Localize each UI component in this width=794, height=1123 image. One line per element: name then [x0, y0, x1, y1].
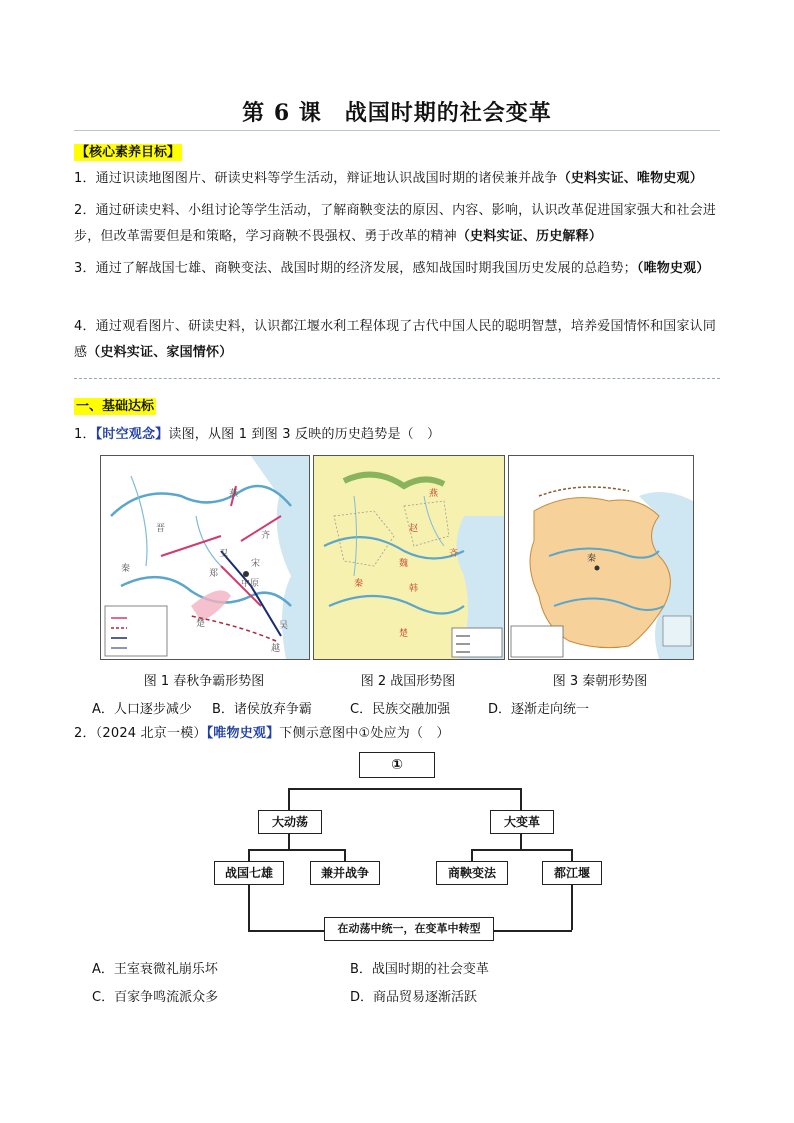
map3-caption: 图 3 秦朝形势图 — [552, 674, 648, 689]
question-1 — [74, 422, 724, 448]
map1-drawing — [101, 456, 309, 659]
connector — [471, 849, 571, 851]
map2-label-chu: 楚 — [399, 629, 409, 639]
goal-text: 通过研读史料、小组讨论等学生活动，了解商鞅变法的原因、内容、影响，认识改革促进国家强大和社会进步，但改革需要但是和策略，学习商鞅不畏强权、勇于改革的精神 — [74, 203, 717, 244]
q1-option-d[interactable]: D．逐渐走向统一 — [488, 702, 590, 717]
goal-item-1 — [74, 166, 724, 192]
map1-label-song: 宋 — [251, 559, 261, 569]
question-tag: 【唯物史观】 — [206, 726, 280, 741]
question-2 — [74, 721, 724, 747]
map3-label-qin: 秦 — [587, 554, 597, 564]
map2-drawing — [314, 456, 504, 659]
connector — [488, 930, 572, 932]
map1-label-jin: 晋 — [156, 524, 166, 534]
connector — [520, 834, 522, 849]
goal-num: 2． — [74, 203, 96, 218]
goal-item-3 — [74, 256, 722, 282]
q2-option-d[interactable]: D．商品贸易逐渐活跃 — [350, 990, 478, 1005]
map-warring-states — [313, 455, 505, 660]
map-spring-autumn — [100, 455, 310, 660]
map3-drawing — [509, 456, 693, 659]
diagram-dujiangyan: 都江堰 — [542, 861, 602, 885]
connector — [248, 849, 250, 861]
map1-label-qi: 齐 — [261, 531, 271, 541]
goal-literacy: （史料实证、历史解释） — [456, 229, 603, 244]
q2-option-a[interactable]: A．王室衰微礼崩乐坏 — [92, 962, 218, 977]
connector — [248, 930, 329, 932]
connector — [571, 849, 573, 861]
question-stem: 下侧示意图中①处应为（ ） — [279, 726, 450, 741]
q2-option-b[interactable]: B．战国时期的社会变革 — [350, 962, 489, 977]
map1-caption: 图 1 春秋争霸形势图 — [143, 674, 265, 689]
connector — [520, 788, 522, 810]
map1-label-zhongyuan: 中原 — [241, 579, 260, 589]
question-number: 2． — [74, 726, 96, 741]
goals-tag: 【核心素养目标】 — [76, 145, 181, 160]
q2-option-c[interactable]: C．百家争鸣流派众多 — [92, 990, 219, 1005]
connector — [471, 849, 473, 861]
goal-item-4 — [74, 314, 722, 366]
goal-literacy: （史料实证、家国情怀） — [87, 345, 233, 360]
goals-divider — [74, 378, 720, 379]
goal-num: 3． — [74, 261, 96, 276]
map1-label-qin: 秦 — [121, 564, 131, 574]
goal-text: 通过观看图片、研读史料，认识都江堰水利工程体现了古代中国人民的聪明智慧，培养爱国情怀和国家认同感 — [74, 319, 717, 360]
q1-option-c[interactable]: C．民族交融加强 — [350, 702, 451, 717]
goal-text: 通过识读地图图片、研读史料等学生活动，辩证地认识战国时期的诸侯兼并战争 — [95, 171, 558, 186]
connector — [571, 885, 573, 930]
map2-label-qi: 齐 — [449, 549, 459, 559]
diagram-seven-states: 战国七雄 — [214, 861, 284, 885]
question-stem: 读图，从图 1 到图 3 反映的历史趋势是（ ） — [168, 427, 441, 442]
question-number: 1． — [74, 427, 96, 442]
map1-label-zheng: 郑 — [209, 569, 219, 579]
goal-num: 4． — [74, 319, 96, 334]
map-qin-dynasty — [508, 455, 694, 660]
diagram-summary: 在动荡中统一，在变革中转型 — [324, 917, 494, 941]
map1-label-wei: 卫 — [219, 549, 229, 559]
connector — [344, 849, 346, 861]
goal-literacy: （史料实证、唯物史观） — [557, 171, 703, 186]
goal-num: 1． — [74, 171, 96, 186]
goal-item-2 — [74, 198, 722, 250]
connector — [248, 849, 344, 851]
title-divider — [74, 130, 720, 131]
basic-section-tag: 一、基础达标 — [76, 399, 155, 414]
diagram-annexation-wars: 兼并战争 — [310, 861, 380, 885]
goal-text: 通过了解战国七雄、商鞅变法、战国时期的经济发展，感知战国时期我国历史发展的总趋势； — [95, 261, 637, 276]
map2-label-han: 韩 — [409, 584, 419, 594]
connector — [288, 834, 290, 849]
map2-label-zhao: 赵 — [409, 524, 419, 534]
map1-label-chu: 楚 — [196, 619, 206, 629]
map2-label-yan: 燕 — [429, 489, 439, 499]
map1-label-yan: 燕 — [229, 489, 239, 499]
map1-label-yue: 越 — [271, 644, 281, 654]
page-title: 第 6 课 战国时期的社会变革 — [242, 100, 552, 126]
map2-caption: 图 2 战国形势图 — [360, 674, 456, 689]
map2-label-wei: 魏 — [399, 559, 409, 569]
connector — [288, 788, 290, 810]
connector — [288, 788, 521, 790]
goal-literacy: （唯物史观） — [636, 261, 710, 276]
concept-diagram — [214, 752, 614, 947]
map2-label-qin: 秦 — [354, 579, 364, 589]
diagram-great-reform: 大变革 — [490, 810, 554, 834]
q1-option-a[interactable]: A．人口逐步减少 — [92, 702, 192, 717]
diagram-shang-yang-reform: 商鞅变法 — [436, 861, 508, 885]
connector — [248, 885, 250, 930]
diagram-top-blank: ① — [359, 752, 435, 778]
q1-option-b[interactable]: B．诸侯放弃争霸 — [212, 702, 312, 717]
question-source: （2024 北京一模） — [95, 726, 207, 741]
diagram-great-turmoil: 大动荡 — [258, 810, 322, 834]
map1-label-wu: 吴 — [279, 621, 289, 631]
question-tag: 【时空观念】 — [95, 427, 169, 442]
